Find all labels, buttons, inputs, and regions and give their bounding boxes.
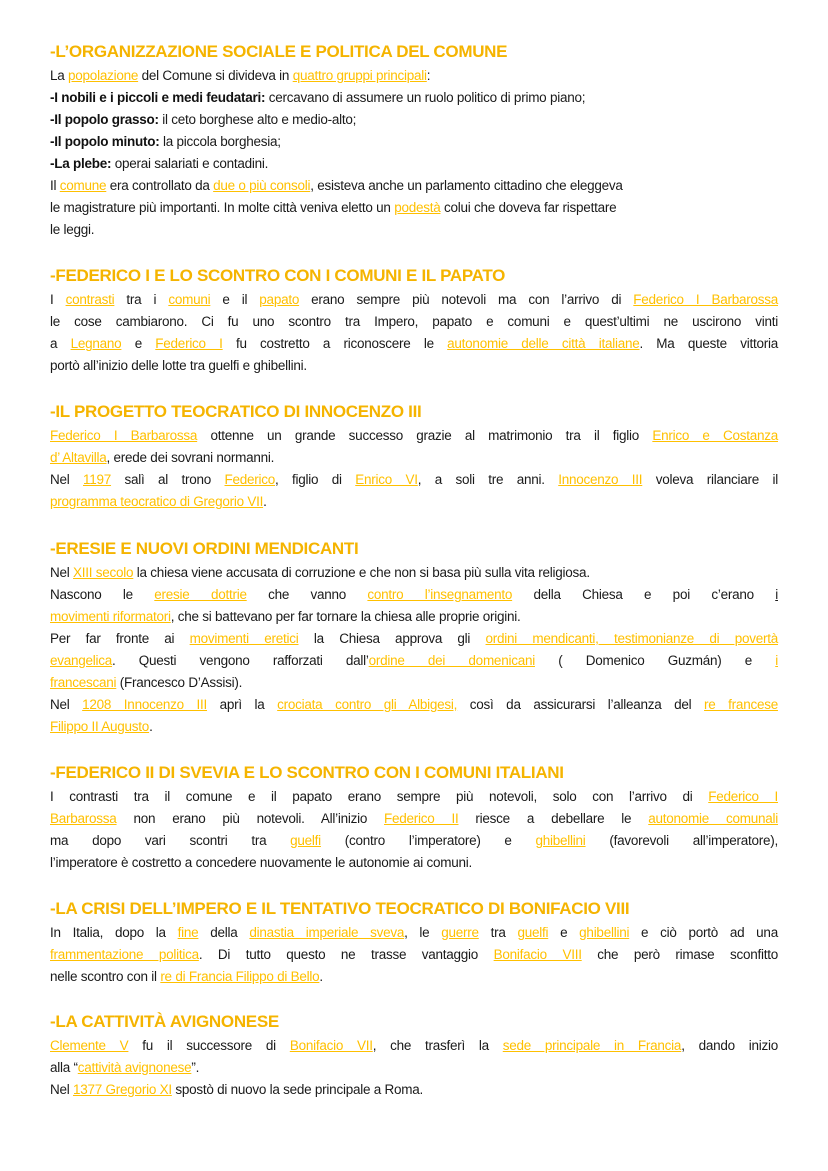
text-span: I [50, 292, 66, 307]
text-span: . [149, 719, 153, 734]
highlighted-term: evangelica [50, 653, 113, 668]
section-organizzazione-sociale [50, 39, 778, 241]
text-span: Nel [50, 472, 83, 487]
text-span: ( Domenico Guzmán) e [534, 653, 776, 668]
highlighted-term: comune [59, 178, 107, 193]
text-span: e [548, 925, 580, 940]
highlighted-term: due o più consoli [213, 178, 311, 193]
text-span: ottenne un grande successo grazie al matrimonio tra il figlio [197, 428, 653, 443]
text-span: (Francesco D’Assisi). [116, 675, 243, 690]
section-crisi-impero [50, 896, 778, 988]
highlighted-term: Federico II [384, 811, 459, 826]
text-span: ”. [191, 1060, 200, 1075]
highlighted-term: Innocenzo III [558, 472, 643, 487]
highlighted-term: Federico [224, 472, 276, 487]
highlighted-term: autonomie comunali [648, 811, 779, 826]
text-line [50, 672, 778, 694]
highlighted-term: autonomie delle città italiane [447, 336, 640, 351]
text-line [50, 694, 778, 716]
text-span: e ciò portò ad una [629, 925, 778, 940]
highlighted-term: ghibellini [579, 925, 630, 940]
text-span: il ceto borghese alto e medio-alto; [158, 112, 357, 127]
bold-term: -I nobili e i piccoli e medi feudatari: [50, 90, 266, 105]
text-line [50, 650, 778, 672]
text-span: le magistrature più importanti. In molte città veniva eletto un [50, 200, 395, 215]
text-line [50, 1057, 778, 1079]
highlighted-term: Bonifacio VIII [493, 947, 582, 962]
text-span: In Italia, dopo la [50, 925, 178, 940]
text-line [50, 628, 778, 650]
text-span: I contrasti tra il comune e il papato erano sempre più notevoli, solo con l’arrivo di [50, 789, 709, 804]
text-line [50, 1035, 778, 1057]
highlighted-term: crociata contro gli Albigesi, [277, 697, 458, 712]
text-span: i [775, 587, 778, 602]
section-progetto-teocratico [50, 399, 778, 513]
text-span: . Di tutto questo ne trasse vantaggio [198, 947, 494, 962]
text-line [50, 153, 778, 175]
highlighted-term: guelfi [517, 925, 549, 940]
text-span: alla “ [50, 1060, 78, 1075]
text-span: della [198, 925, 250, 940]
text-line [50, 131, 778, 153]
text-line [50, 425, 778, 447]
text-line [50, 355, 778, 377]
section-heading: -LA CATTIVITÀ AVIGNONESE [50, 1012, 279, 1031]
text-span: : [426, 68, 431, 83]
highlighted-term: Federico I [708, 789, 778, 804]
text-line [50, 333, 778, 355]
highlighted-term: 1208 Innocenzo III [82, 697, 207, 712]
highlighted-term: guelfi [290, 833, 321, 848]
highlighted-term: francescani [50, 675, 117, 690]
text-span: cercavano di assumere un ruolo politico di primo piano; [265, 90, 586, 105]
text-span: La [50, 68, 69, 83]
text-span: tra i [114, 292, 169, 307]
section-federico-ii [50, 760, 778, 874]
highlighted-term: comuni [168, 292, 211, 307]
text-span: (favorevoli all’imperatore), [585, 833, 778, 848]
highlighted-term: re francese [704, 697, 778, 712]
highlighted-term: re di Francia Filippo di Bello [160, 969, 320, 984]
text-span: a [50, 336, 71, 351]
text-line [50, 311, 778, 333]
text-span: la Chiesa approva gli [298, 631, 486, 646]
text-span: Nascono le [50, 587, 155, 602]
highlighted-term: guerre [441, 925, 479, 940]
highlighted-term: Enrico e Costanza [652, 428, 778, 443]
section-heading: -LA CRISI DELL’IMPERO E IL TENTATIVO TEOCRATICO DI BONIFACIO VIII [50, 899, 630, 918]
text-span: portò all’inizio delle lotte tra guelfi e ghibellini. [50, 358, 307, 373]
highlighted-term: papato [259, 292, 300, 307]
text-span: fu costretto a riconoscere le [222, 336, 448, 351]
highlighted-term: 1197 [83, 472, 112, 487]
highlighted-term: i [775, 653, 778, 668]
highlighted-term: Enrico VI [355, 472, 418, 487]
text-span: salì al trono [111, 472, 225, 487]
text-span: operai salariati e contadini. [111, 156, 269, 171]
text-span: aprì la [207, 697, 278, 712]
text-span: la piccola borghesia; [159, 134, 281, 149]
highlighted-term: ghibellini [535, 833, 586, 848]
section-heading: -L’ORGANIZZAZIONE SOCIALE E POLITICA DEL COMUNE [50, 42, 508, 61]
text-line [50, 716, 778, 738]
text-span: , erede dei sovrani normanni. [106, 450, 275, 465]
highlighted-term: Federico I Barbarossa [633, 292, 778, 307]
text-span: Per far fronte ai [50, 631, 190, 646]
text-line [50, 219, 778, 241]
highlighted-term: sede principale in Francia [502, 1038, 682, 1053]
text-span: fu il successore di [128, 1038, 290, 1053]
text-line [50, 786, 778, 808]
highlighted-term: movimenti eretici [189, 631, 299, 646]
text-span: Nel [50, 697, 83, 712]
text-span: che però rimase sconfitto [581, 947, 778, 962]
highlighted-term: popolazione [68, 68, 139, 83]
text-span: era controllato da [106, 178, 214, 193]
highlighted-term: Filippo II Augusto [50, 719, 150, 734]
section-federico-i [50, 263, 778, 377]
highlighted-term: movimenti riformatori [50, 609, 171, 624]
text-line [50, 175, 778, 197]
text-line [50, 562, 778, 584]
section-cattivita-avignonese [50, 1009, 778, 1101]
text-line [50, 447, 778, 469]
text-line [50, 1079, 778, 1101]
highlighted-term: frammentazione politica [50, 947, 199, 962]
text-span: Nel [50, 1082, 74, 1097]
highlighted-term: dinastia imperiale sveva [249, 925, 405, 940]
highlighted-term: programma teocratico di Gregorio VII [50, 494, 264, 509]
text-span: tra [478, 925, 518, 940]
text-span: le cose cambiarono. Ci fu uno scontro tra Impero, papato e comuni e quest’ultimi ne uscirono vinti [50, 314, 778, 329]
text-line [50, 944, 778, 966]
text-span: , figlio di [275, 472, 356, 487]
text-span: colui che doveva far rispettare [440, 200, 617, 215]
highlighted-term: Federico I Barbarossa [50, 428, 198, 443]
text-span: Il [50, 178, 60, 193]
text-span: e [121, 336, 156, 351]
text-line [50, 922, 778, 944]
text-span: e il [210, 292, 260, 307]
text-span: riesce a debellare le [458, 811, 649, 826]
highlighted-term: podestà [394, 200, 441, 215]
highlighted-term: Clemente V [50, 1038, 129, 1053]
text-line [50, 491, 778, 513]
highlighted-term: Barbarossa [50, 811, 117, 826]
text-span: . Ma queste vittoria [639, 336, 778, 351]
highlighted-term: ordini mendicanti, testimonianze di povertà [485, 631, 779, 646]
highlighted-term: Legnano [70, 336, 122, 351]
bold-term: -Il popolo minuto: [50, 134, 160, 149]
text-span: . [263, 494, 267, 509]
text-span: le leggi. [50, 222, 95, 237]
text-line [50, 852, 778, 874]
text-line [50, 808, 778, 830]
text-span: erano sempre più notevoli ma con l’arrivo di [299, 292, 634, 307]
section-heading: -IL PROGETTO TEOCRATICO DI INNOCENZO III [50, 402, 422, 421]
text-line [50, 87, 778, 109]
section-heading: -ERESIE E NUOVI ORDINI MENDICANTI [50, 539, 359, 558]
text-line [50, 109, 778, 131]
text-line [50, 65, 778, 87]
text-span: che vanno [246, 587, 368, 602]
text-line [50, 289, 778, 311]
text-span: , che trasferì la [372, 1038, 503, 1053]
text-span: . Questi vengono rafforzati dall’ [112, 653, 369, 668]
text-span: (contro l’imperatore) e [320, 833, 536, 848]
text-line [50, 197, 778, 219]
text-span: , dando inizio [681, 1038, 778, 1053]
highlighted-term: contrasti [65, 292, 115, 307]
text-span: non erano più notevoli. All’inizio [116, 811, 385, 826]
highlighted-term: XIII secolo [73, 565, 134, 580]
highlighted-term: quattro gruppi principali [292, 68, 427, 83]
bold-term: -Il popolo grasso: [50, 112, 159, 127]
highlighted-term: d’ Altavilla [50, 450, 107, 465]
section-heading: -FEDERICO II DI SVEVIA E LO SCONTRO CON I COMUNI ITALIANI [50, 763, 564, 782]
highlighted-term: Bonifacio VII [289, 1038, 373, 1053]
text-span: , a soli tre anni. [417, 472, 559, 487]
text-span: così da assicurarsi l’alleanza del [457, 697, 705, 712]
highlighted-term: Federico I [155, 336, 223, 351]
highlighted-term: ordine dei domenicani [368, 653, 535, 668]
section-heading: -FEDERICO I E LO SCONTRO CON I COMUNI E IL PAPATO [50, 266, 506, 285]
text-span: ma dopo vari scontri tra [50, 833, 291, 848]
text-line [50, 584, 778, 606]
text-span: spostò di nuovo la sede principale a Roma. [171, 1082, 423, 1097]
text-line [50, 966, 778, 988]
text-span: della Chiesa e poi c’erano [512, 587, 776, 602]
bold-term: -La plebe: [50, 156, 112, 171]
text-span: del Comune si divideva in [138, 68, 293, 83]
text-span: nelle scontro con il [50, 969, 161, 984]
section-eresie [50, 536, 778, 738]
text-span: voleva rilanciare il [642, 472, 779, 487]
highlighted-term: fine [177, 925, 199, 940]
text-span: l’imperatore è costretto a concedere nuovamente le autonomie ai comuni. [50, 855, 472, 870]
text-span: . [319, 969, 323, 984]
text-line [50, 606, 778, 628]
text-line [50, 469, 778, 491]
highlighted-term: eresie dottrie [154, 587, 247, 602]
text-span: , che si battevano per far tornare la chiesa alle proprie origini. [170, 609, 521, 624]
highlighted-term: contro l’insegnamento [367, 587, 513, 602]
text-span: Nel [50, 565, 74, 580]
text-span: , le [404, 925, 442, 940]
text-span: la chiesa viene accusata di corruzione e che non si basa più sulla vita religiosa. [133, 565, 590, 580]
text-span: , esisteva anche un parlamento cittadino che eleggeva [310, 178, 623, 193]
highlighted-term: 1377 Gregorio XI [73, 1082, 172, 1097]
text-line [50, 830, 778, 852]
highlighted-term: cattività avignonese [77, 1060, 192, 1075]
